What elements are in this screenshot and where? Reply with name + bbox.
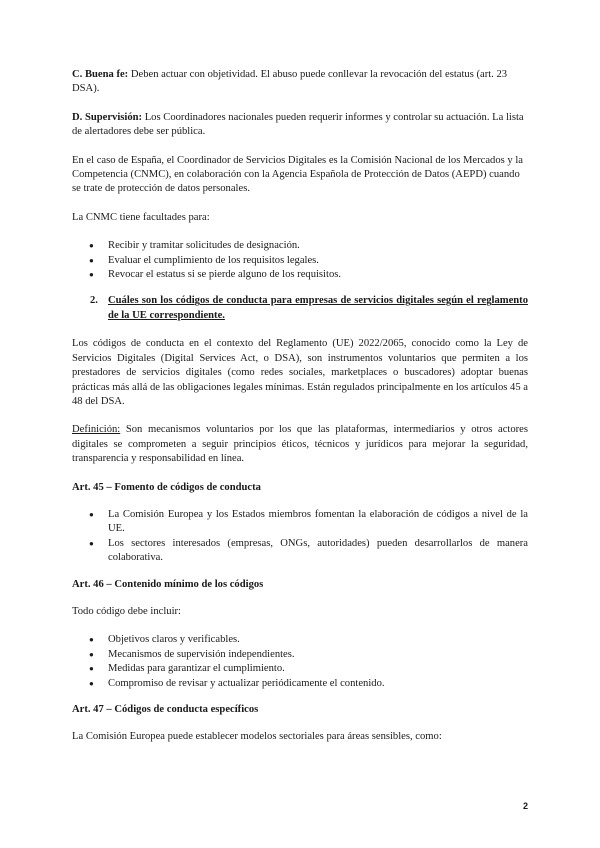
list-item: ● La Comisión Europea y los Estados miembros fomentan la elaboración de códigos a nivel de la UE. bbox=[89, 508, 528, 535]
bullet-icon: ● bbox=[89, 678, 94, 688]
list-item: ● Medidas para garantizar el cumplimiento. bbox=[72, 662, 528, 676]
supervision-label: D. Supervisión: bbox=[72, 111, 143, 123]
art46-list bbox=[72, 633, 528, 691]
paragraph-cnmc-powers: La CNMC tiene facultades para: bbox=[72, 211, 210, 223]
art46-intro: Todo código debe incluir: bbox=[72, 605, 181, 617]
page-number: 2 bbox=[522, 801, 528, 811]
definition-text: Son mecanismos voluntarios por los que las plataformas, intermediarios y otros actores digitales se comprometen a seguir principios éticos, técnicos y jurídicos para mejorar la seguridad, transparencia y responsabilidad en línea. bbox=[72, 424, 528, 465]
list-item: ● Compromiso de revisar y actualizar periódicamente el contenido. bbox=[72, 677, 528, 691]
bullet-icon: ● bbox=[89, 538, 94, 548]
cnmc-powers-list bbox=[72, 239, 528, 282]
bullet-icon: ● bbox=[89, 635, 94, 645]
definition-paragraph bbox=[72, 423, 528, 466]
bullet-icon: ● bbox=[89, 649, 94, 659]
bullet-icon: ● bbox=[89, 664, 94, 674]
art45-heading: Art. 45 – Fomento de códigos de conducta bbox=[72, 481, 261, 493]
supervision-text: Los Coordinadores nacionales pueden requerir informes y controlar su actuación. La lista de alertadores debe ser pública. bbox=[72, 111, 524, 138]
art46-heading: Art. 46 – Contenido mínimo de los códigos bbox=[72, 578, 264, 590]
list-item: ● Los sectores interesados (empresas, ONGs, autoridades) pueden desarrollarlos de manera colaborativa. bbox=[89, 537, 528, 564]
paragraph-spain-coordinator: En el caso de España, el Coordinador de Servicios Digitales es la Comisión Nacional de los Mercados y la Competencia (CNMC), en colaboración con la Agencia Española de Protección de Datos (AEPD) cuando se trate de protección de datos personales. bbox=[72, 154, 523, 195]
bullet-icon: ● bbox=[89, 509, 94, 519]
buena-fe-label: C. Buena fe: bbox=[72, 69, 129, 80]
definition-label: Definición: bbox=[72, 424, 121, 436]
art45-list bbox=[72, 508, 528, 566]
art47-intro: La Comisión Europea puede establecer modelos sectoriales para áreas sensibles, como: bbox=[72, 731, 442, 743]
bullet-icon: ● bbox=[89, 241, 94, 251]
section-2-title: 2. Cuáles son los códigos de conducta para empresas de servicios digitales según el reglamento de la UE correspondiente. bbox=[90, 295, 528, 321]
bullet-icon: ● bbox=[89, 270, 94, 280]
section-2-number: 2. bbox=[90, 295, 98, 307]
paragraph-supervision bbox=[72, 111, 528, 140]
list-item: ● Revocar el estatus si se pierde alguno de los requisitos. bbox=[72, 268, 528, 282]
art47-heading: Art. 47 – Códigos de conducta específicos bbox=[72, 704, 259, 715]
list-item: ● Mecanismos de supervisión independientes. bbox=[72, 648, 528, 662]
list-item: ● Recibir y tramitar solicitudes de designación. bbox=[72, 239, 528, 253]
list-item: ● Evaluar el cumplimiento de los requisitos legales. bbox=[72, 254, 528, 268]
list-item: ● Objetivos claros y verificables. bbox=[72, 633, 528, 647]
paragraph-buena-fe bbox=[72, 68, 528, 97]
bullet-icon: ● bbox=[89, 255, 94, 265]
section-2-intro: Los códigos de conducta en el contexto del Reglamento (UE) 2022/2065, conocido como la Ley de Servicios Digitales (Digital Services Act, o DSA), son instrumentos voluntarios que permiten a los prestadores de servicios digitales (como redes sociales, marketplaces o buscadores) adoptar buenas prácticas más allá de las obligaciones legales mínimas. Están regulados principalmente en los artículos 45 a 48 del DSA. bbox=[72, 338, 528, 407]
buena-fe-text: Deben actuar con objetividad. El abuso puede conllevar la revocación del estatus (art. 23 DSA). bbox=[72, 69, 508, 95]
